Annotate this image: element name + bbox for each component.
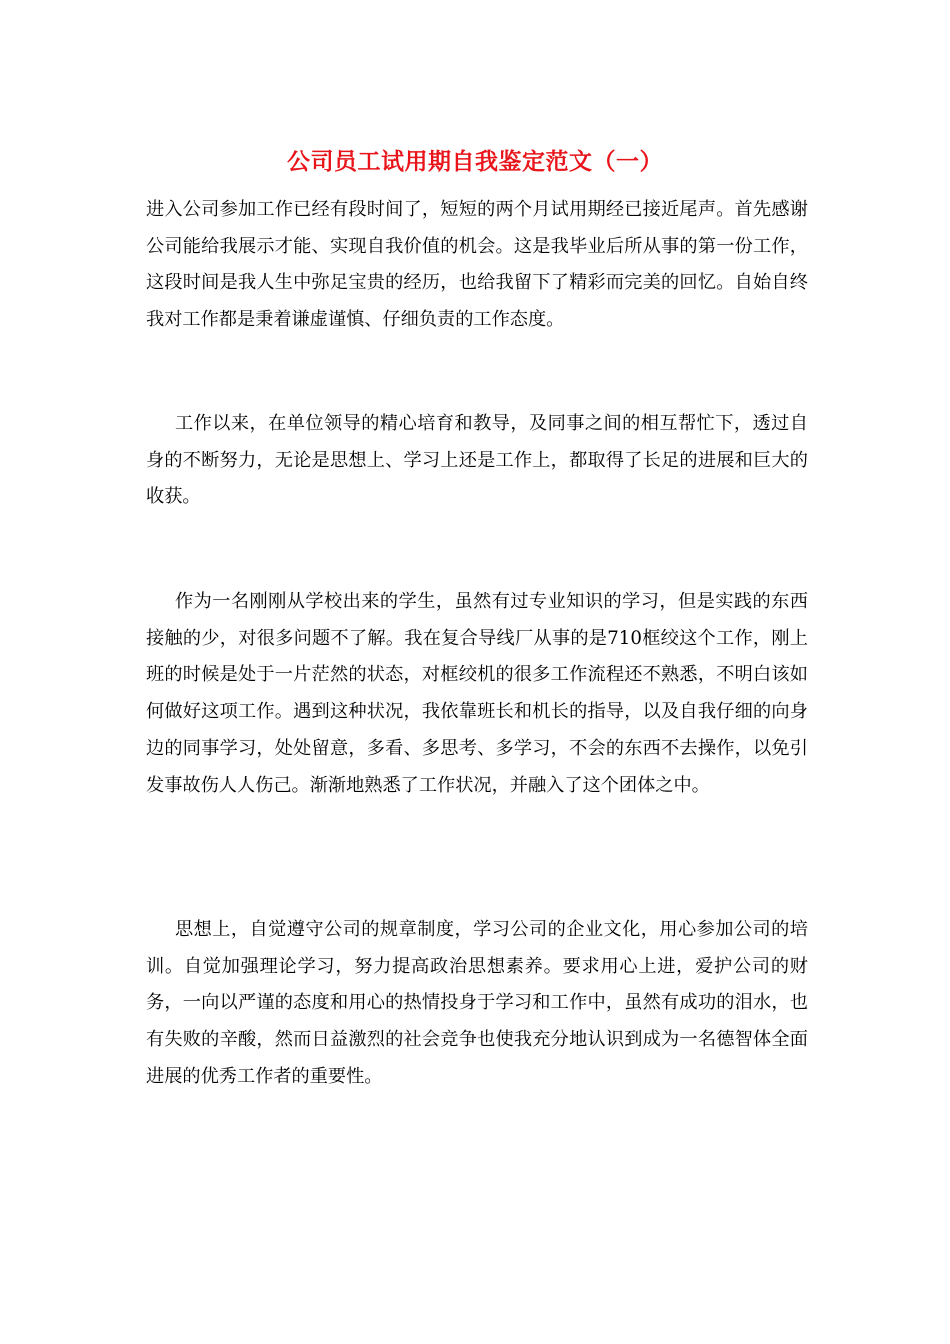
paragraph-intro: 进入公司参加工作已经有段时间了，短短的两个月试用期经已接近尾声。首先感谢公司能给我展示才能、实现自我价值的机会。这是我毕业后所从事的第一份工作，这段时间是我人生中弥足宝贵的经历，也给我留下了精彩而完美的回忆。自始自终我对工作都是秉着谦虚谨慎、仔细负责的工作态度。	[146, 199, 808, 331]
document-title: 公司员工试用期自我鉴定范文（一）	[287, 148, 663, 175]
paragraph-ideology: 思想上，自觉遵守公司的规章制度，学习公司的企业文化，用心参加公司的培训。自觉加强理论学习，努力提高政治思想素养。要求用心上进，爱护公司的财务，一向以严谨的态度和用心的热情投身于学习和工作中，虽然有成功的泪水，也有失败的辛酸，然而日益激烈的社会竞争也使我充分地认识到成为一名德智体全面进展的优秀工作者的重要性。	[146, 919, 808, 1087]
paragraph-learning: 作为一名刚刚从学校出来的学生，虽然有过专业知识的学习，但是实践的东西接触的少，对很多问题不了解。我在复合导线厂从事的是710框绞这个工作，刚上班的时候是处于一片茫然的状态，对框绞机的很多工作流程还不熟悉，不明白该如何做好这项工作。遇到这种状况，我依靠班长和机长的指导，以及自我仔细的向身边的同事学习，处处留意，多看、多思考、多学习，不会的东西不去操作，以免引发事故伤人人伤己。渐渐地熟悉了工作状况，并融入了这个团体之中。	[146, 591, 808, 796]
paragraph-work-progress: 工作以来，在单位领导的精心培育和教导，及同事之间的相互帮忙下，透过自身的不断努力，无论是思想上、学习上还是工作上，都取得了长足的进展和巨大的收获。	[146, 413, 808, 508]
